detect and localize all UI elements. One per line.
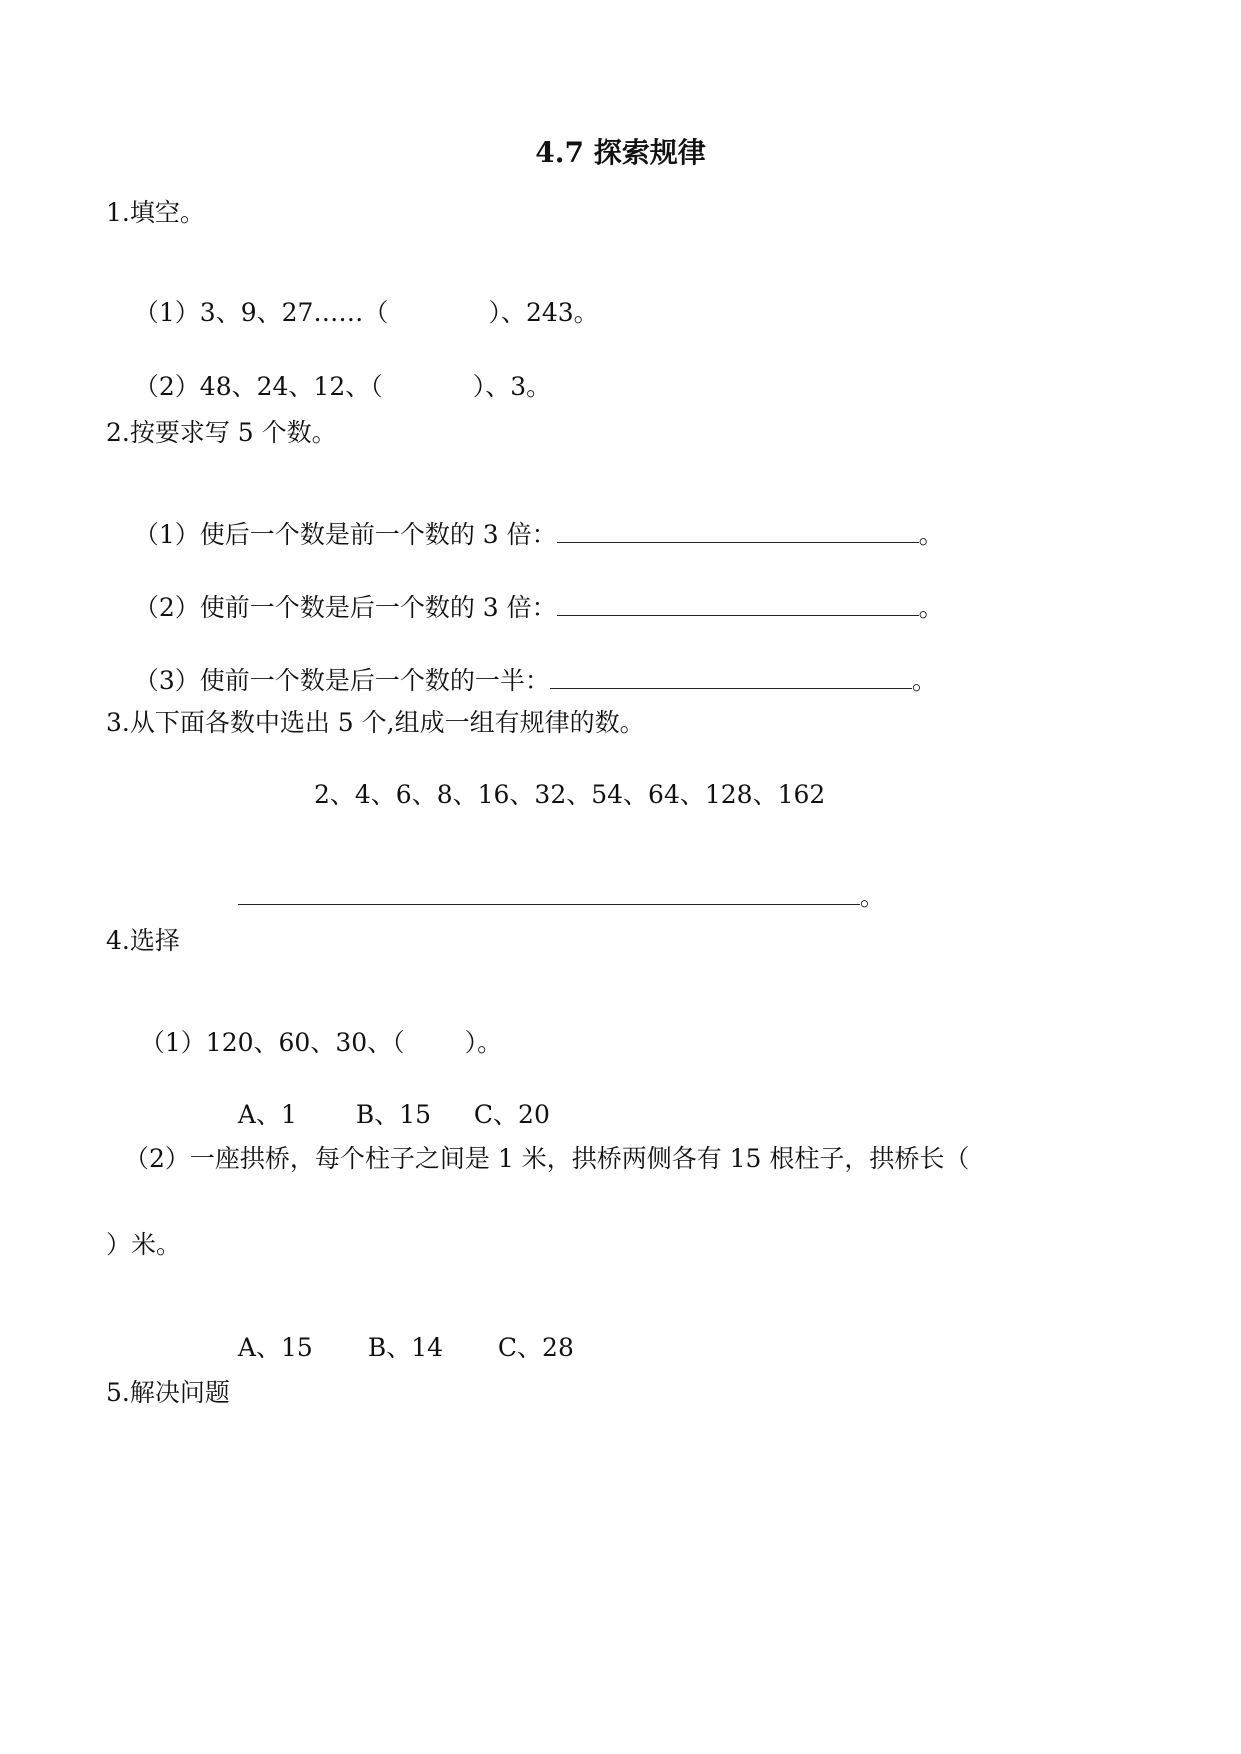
- q3-answer-end: 。: [859, 882, 885, 911]
- q5-heading: 5.解决问题: [106, 1378, 230, 1407]
- q3-answer: [222, 852, 885, 912]
- q3-heading: 3.从下面各数中选出 5 个,组成一组有规律的数。: [106, 708, 645, 737]
- q4-item-2-stem-line-2: ）米。: [106, 1230, 182, 1259]
- q4-item-1-stem: [124, 998, 502, 1058]
- q2-heading: 2.按要求写 5 个数。: [106, 418, 337, 447]
- q4-item-1-option-b[interactable]: B、15: [355, 1100, 432, 1129]
- q2-item-3-end: 。: [911, 666, 937, 695]
- q4-item-1-option-c[interactable]: C、20: [473, 1100, 550, 1129]
- q1-heading: 1.填空。: [106, 198, 205, 227]
- q4-item-2-option-c[interactable]: C、28: [497, 1333, 574, 1362]
- q2-item-2-answer-line[interactable]: [557, 593, 919, 616]
- q4-heading: 4.选择: [106, 926, 180, 955]
- q1-item-2: [118, 342, 551, 402]
- q1-item-1-prefix: （1）3、9、27……（: [133, 298, 389, 327]
- q1-item-2-suffix: ）、3。: [472, 372, 552, 401]
- q2-item-1-label: （1）使后一个数是前一个数的 3 倍：: [133, 520, 557, 549]
- q1-item-2-prefix: （2）48、24、12、（: [133, 372, 383, 401]
- q2-item-1-end: 。: [918, 520, 944, 549]
- q2-item-1-answer-line[interactable]: [557, 520, 919, 543]
- q2-item-3-answer-line[interactable]: [550, 666, 912, 689]
- q2-item-3-label: （3）使前一个数是后一个数的一半：: [133, 666, 550, 695]
- q4-item-2-stem-line-1: （2）一座拱桥，每个柱子之间是 1 米，拱桥两侧各有 15 根柱子，拱桥长（: [124, 1144, 970, 1173]
- q4-item-1-options: [222, 1070, 550, 1130]
- q2-item-2: [118, 563, 944, 623]
- q1-item-1: [118, 268, 599, 328]
- page-title: 4.7 探索规律: [535, 136, 706, 169]
- q4-item-1-stem-prefix: （1）120、60、30、（: [139, 1028, 405, 1057]
- q4-item-2-options: [222, 1303, 574, 1363]
- q2-item-2-end: 。: [918, 593, 944, 622]
- q1-item-1-suffix: ）、243。: [488, 298, 599, 327]
- q4-item-2-option-a[interactable]: A、15: [237, 1333, 313, 1362]
- q3-answer-line[interactable]: [238, 882, 860, 905]
- q2-item-3: [118, 636, 937, 696]
- q2-item-1: [118, 490, 944, 550]
- q4-item-1-option-a[interactable]: A、1: [237, 1100, 297, 1129]
- q3-number-list: 2、4、6、8、16、32、54、64、128、162: [314, 780, 826, 809]
- q4-item-1-stem-suffix: ）。: [464, 1028, 503, 1057]
- q4-item-2-option-b[interactable]: B、14: [367, 1333, 444, 1362]
- q2-item-2-label: （2）使前一个数是后一个数的 3 倍：: [133, 593, 557, 622]
